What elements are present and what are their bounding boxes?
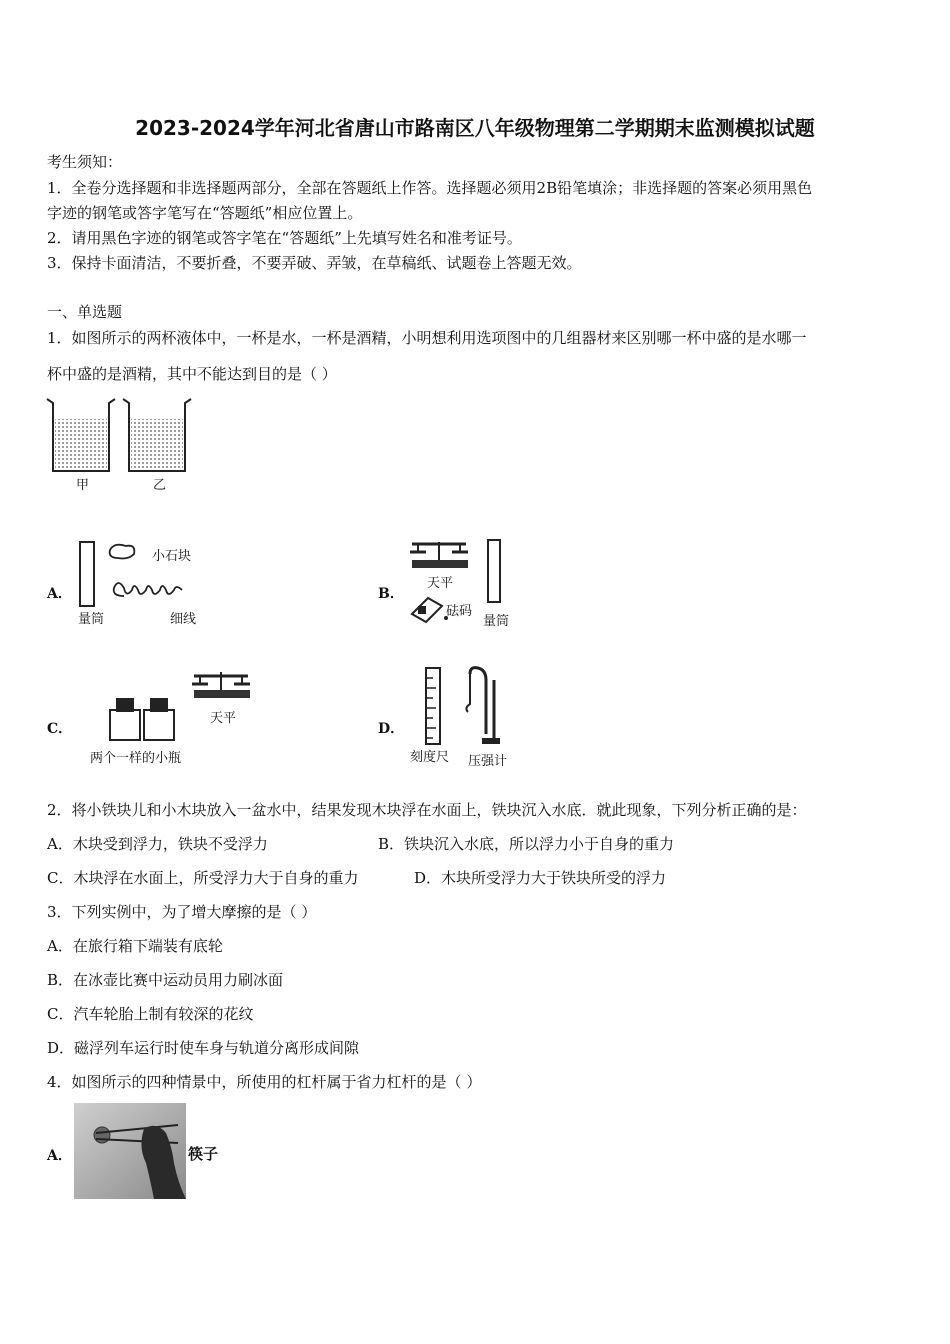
balance-icon: [410, 542, 468, 568]
caption-cylinder: 量筒: [78, 612, 105, 627]
q3-option-a: A．在旅行箱下端装有底轮: [47, 937, 223, 955]
pressure-gauge-icon: [466, 668, 500, 744]
question-2-stem: 2．将小铁块儿和小木块放入一盆水中，结果发现木块浮在水面上，铁块沉入水底．就此现象，下列分析正确的是：: [47, 801, 807, 819]
beakers-figure: [45, 397, 195, 493]
q3-option-d: D．磁浮列车运行时使车身与轨道分离形成间隙: [47, 1039, 360, 1057]
question-1-stem-cont: 杯中盛的是酒精，其中不能达到目的是（ ）: [47, 365, 337, 383]
question-3-stem: 3．下列实例中，为了增大摩擦的是（ ）: [47, 903, 317, 921]
question-1-stem: 1．如图所示的两杯液体中，一杯是水，一杯是酒精，小明想利用选项图中的几组器材来区别哪一杯中盛的是水哪一: [47, 329, 807, 347]
caption-bottles: 两个一样的小瓶: [90, 751, 182, 766]
notice-item: 3．保持卡面清洁，不要折叠，不要弄破、弄皱，在草稿纸、试题卷上答题无效。: [47, 254, 582, 272]
notice-item: 2．请用黑色字迹的钢笔或答字笔在“答题纸”上先填写姓名和准考证号。: [47, 229, 522, 247]
balance-icon: [192, 672, 250, 698]
q1-option-a-label: A．: [47, 586, 72, 602]
q3-option-c: C．汽车轮胎上制有较深的花纹: [47, 1005, 254, 1023]
caption-ruler: 刻度尺: [410, 750, 450, 765]
q1-option-c-label: C．: [47, 721, 73, 737]
q1-option-d-figure: [420, 664, 510, 750]
caption-chopsticks: 筷子: [188, 1145, 219, 1163]
graduated-cylinder-icon: [80, 542, 94, 606]
q2-option-a: A．木块受到浮力，铁块不受浮力: [47, 835, 268, 853]
weights-box-icon: [412, 598, 448, 622]
q4-option-a-label: A．: [47, 1148, 72, 1164]
question-4-stem: 4．如图所示的四种情景中，所使用的杠杆属于省力杠杆的是（ ）: [47, 1073, 482, 1091]
caption-balance-c: 天平: [210, 711, 237, 726]
beaker-jia: [47, 399, 115, 471]
string-icon: [114, 583, 182, 596]
beaker-yi: [123, 399, 191, 471]
caption-weights: 砝码: [446, 604, 473, 619]
notice-heading: 考生须知：: [47, 153, 123, 171]
notice-item: 1．全卷分选择题和非选择题两部分，全部在答题纸上作答。选择题必须用2B铅笔填涂；非选择题的答案必须用黑色: [47, 179, 813, 197]
q2-option-c: C．木块浮在水面上，所受浮力大于自身的重力: [47, 869, 359, 887]
q2-option-d: D．木块所受浮力大于铁块所受的浮力: [414, 869, 667, 887]
q3-option-b: B．在冰壶比赛中运动员用力刷冰面: [47, 971, 284, 989]
chopsticks-photo: [74, 1103, 186, 1199]
beaker-label-jia: 甲: [76, 478, 90, 493]
ruler-icon: [426, 668, 440, 744]
stone-icon: [110, 545, 135, 559]
q1-option-b-label: B．: [378, 586, 404, 602]
caption-balance: 天平: [427, 576, 454, 591]
small-bottles-icon: [110, 698, 174, 740]
section-title: 一、单选题: [47, 303, 123, 321]
caption-string: 细线: [170, 612, 197, 627]
q1-option-c-figure: [108, 668, 258, 742]
caption-cylinder-b: 量筒: [483, 614, 510, 629]
caption-stone: 小石块: [152, 549, 192, 564]
q1-option-a-figure: [78, 540, 218, 610]
notice-item: 字迹的钢笔或答字笔写在“答题纸”相应位置上。: [47, 204, 363, 222]
q2-option-b: B．铁块沉入水底，所以浮力小于自身的重力: [378, 835, 675, 853]
page-title: 2023-2024学年河北省唐山市路南区八年级物理第二学期期末监测模拟试题: [135, 116, 815, 140]
q1-option-d-label: D．: [378, 721, 405, 737]
graduated-cylinder-icon: [488, 540, 500, 602]
caption-gauge: 压强计: [468, 754, 508, 769]
beaker-label-yi: 乙: [153, 478, 167, 493]
